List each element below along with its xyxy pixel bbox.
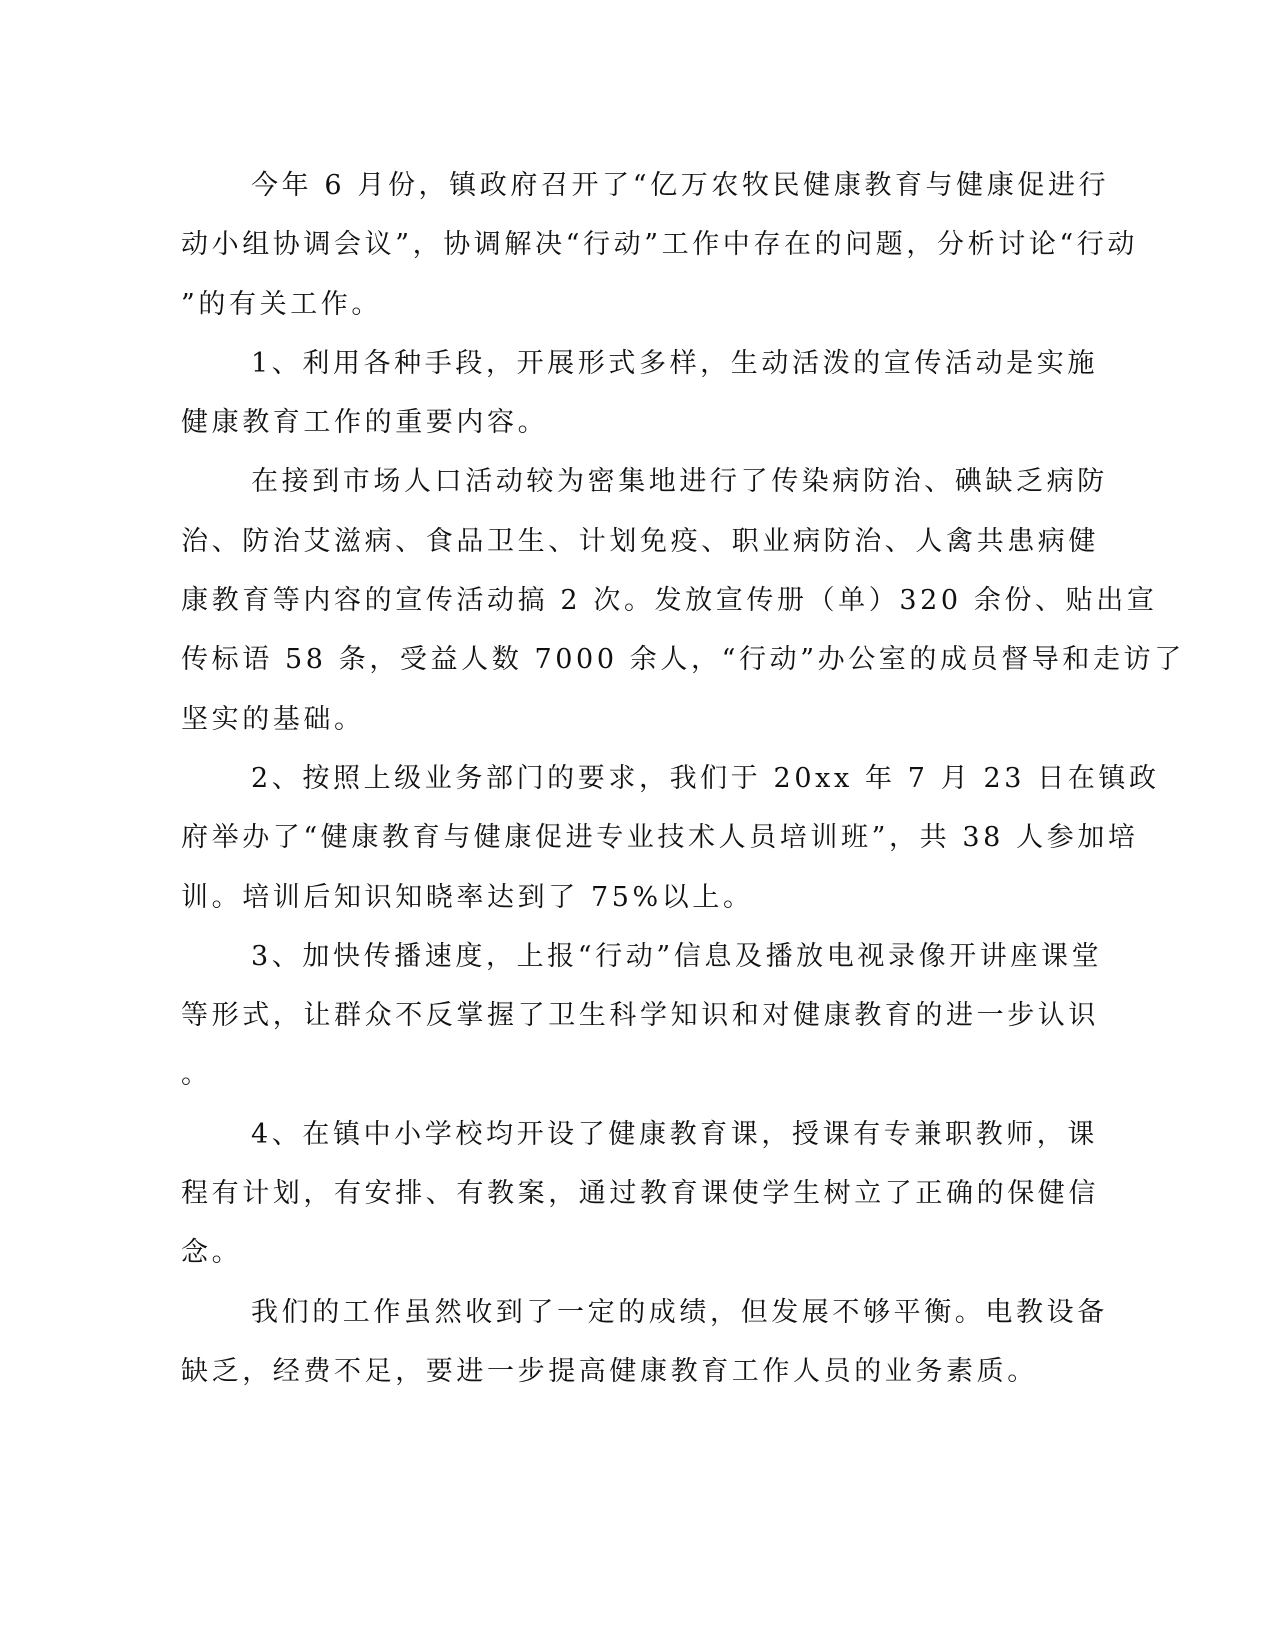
text-line: 坚实的基础。 bbox=[181, 703, 365, 735]
text-line: 今年 6 月份，镇政府召开了“亿万农牧民健康教育与健康促进行 bbox=[251, 170, 1110, 201]
text-line: 程有计划，有安排、有教案，通过教育课使学生树立了正确的保健信 bbox=[181, 1178, 1099, 1210]
text-line: 2、按照上级业务部门的要求，我们于 20xx 年 7 月 23 日在镇政 bbox=[251, 762, 1160, 794]
paragraph-summary bbox=[181, 1283, 1108, 1402]
text-line: 等形式，让群众不反掌握了卫生科学知识和对健康教育的进一步认识 bbox=[181, 1000, 1099, 1032]
text-line: 念。 bbox=[181, 1237, 243, 1269]
text-line: 府举办了“健康教育与健康促进专业技术人员培训班”，共 38 人参加培 bbox=[181, 822, 1139, 854]
text-line: 康教育等内容的宣传活动搞 2 次。发放宣传册（单）320 余份、贴出宣 bbox=[181, 585, 1158, 617]
text-line: 缺乏，经费不足，要进一步提高健康教育工作人员的业务素质。 bbox=[181, 1355, 1038, 1387]
text-line: 健康教育工作的重要内容。 bbox=[181, 407, 549, 439]
text-line: 在接到市场人口活动较为密集地进行了传染病防治、碘缺乏病防 bbox=[251, 466, 1108, 498]
text-line: 训。培训后知识知晓率达到了 75%以上。 bbox=[181, 881, 754, 913]
paragraph-item-2 bbox=[181, 749, 1160, 927]
paragraph-meeting bbox=[181, 156, 1139, 334]
text-line: 动小组协调会议”，协调解决“行动”工作中存在的问题，分析讨论“行动 bbox=[181, 229, 1139, 261]
paragraph-item-1 bbox=[181, 334, 1098, 453]
text-line: 治、防治艾滋病、食品卫生、计划免疫、职业病防治、人禽共患病健 bbox=[181, 525, 1099, 557]
paragraph-campaign bbox=[181, 452, 1185, 748]
text-line: 3、加快传播速度，上报“行动”信息及播放电视录像开讲座课堂 bbox=[251, 940, 1103, 972]
document-body bbox=[181, 156, 1185, 1401]
text-line: 我们的工作虽然收到了一定的成绩，但发展不够平衡。电教设备 bbox=[251, 1296, 1108, 1328]
text-line: 4、在镇中小学校均开设了健康教育课，授课有专兼职教师，课 bbox=[251, 1118, 1098, 1150]
text-line: ”的有关工作。 bbox=[181, 288, 383, 320]
text-line: 1、利用各种手段，开展形式多样，生动活泼的宣传活动是实施 bbox=[251, 347, 1098, 379]
paragraph-item-3 bbox=[181, 927, 1103, 1105]
text-line: 传标语 58 条，受益人数 7000 余人，“行动”办公室的成员督导和走访了 bbox=[181, 644, 1185, 676]
text-line: 。 bbox=[181, 1059, 212, 1091]
paragraph-item-4 bbox=[181, 1105, 1099, 1283]
